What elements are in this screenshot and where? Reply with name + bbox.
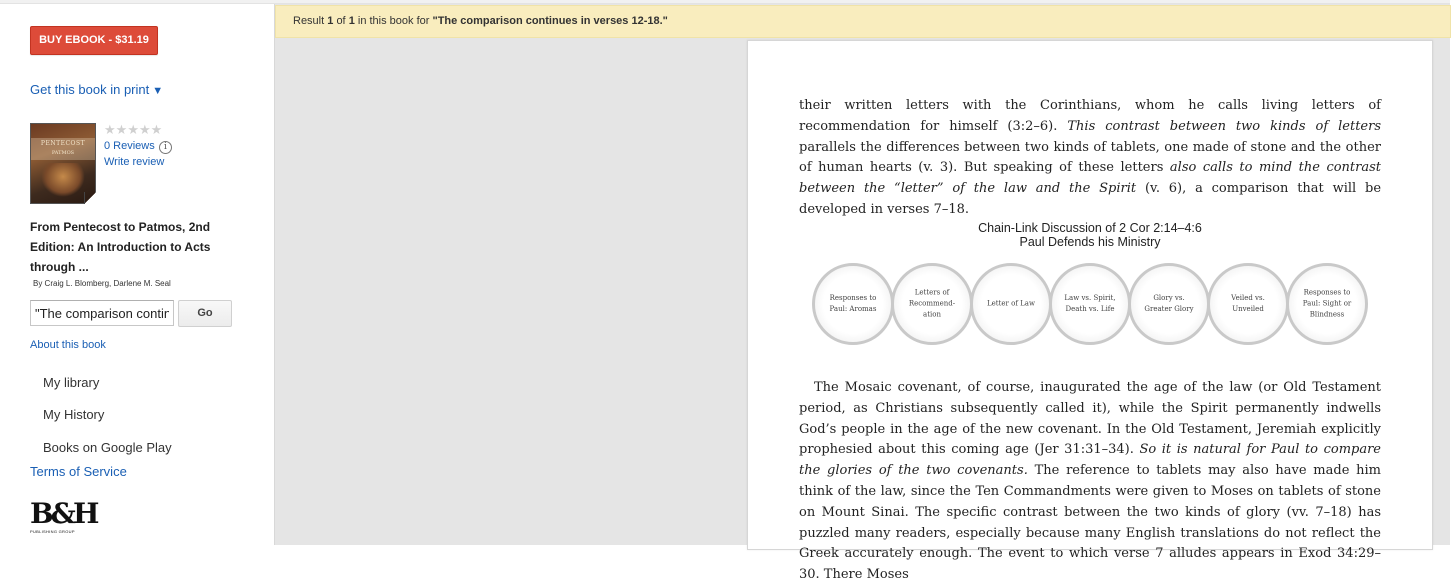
paragraph-2: [799, 378, 1381, 586]
publisher-logo-subtitle: PUBLISHING GROUP: [30, 529, 75, 534]
book-authors: By Craig L. Blomberg, Darlene M. Seal: [33, 279, 171, 288]
my-history-link[interactable]: My History: [43, 407, 105, 422]
result-query: "The comparison continues in verses 12-18.": [432, 15, 668, 27]
para2-italic: So it is natural for Paul to compare the glories of the two covenants.: [799, 442, 1381, 479]
chain-link-label: Responses to Paul: Aromas: [829, 294, 877, 313]
result-total: 1: [348, 15, 355, 27]
diagram-title-line2: Paul Defends his Ministry: [1019, 235, 1161, 249]
info-icon[interactable]: i: [159, 141, 172, 154]
chain-link-diagram: [812, 263, 1368, 347]
cover-artwork: [41, 163, 85, 197]
book-viewer: [274, 4, 1450, 583]
star-icon: ★: [104, 122, 116, 137]
star-icon: ★: [150, 122, 163, 137]
diagram-title-line1: Chain-Link Discussion of 2 Cor 2:14–4:6: [978, 221, 1202, 235]
publisher-logo-mark: B&H: [30, 497, 97, 530]
go-button[interactable]: Go: [178, 300, 232, 327]
sidebar: [0, 4, 274, 545]
star-rating: [104, 122, 162, 138]
books-on-google-play-link[interactable]: Books on Google Play: [43, 440, 172, 455]
star-icon: ★: [115, 122, 128, 137]
diagram-title: [748, 221, 1432, 249]
para1-text: their written letters with the Corinthians, whom he calls living letters of recommendation for himself (3:2–6).: [799, 98, 1381, 134]
terms-of-service-link[interactable]: Terms of Service: [30, 464, 127, 479]
result-middle: in this book for: [357, 15, 430, 27]
para1-text: (v. 6), a comparison that will be developed in verses 7–18.: [799, 181, 1382, 217]
buy-ebook-button[interactable]: BUY EBOOK - $31.19: [30, 26, 158, 55]
para1-text: parallels the differences between two kinds of tablets, one made of stone and the other of human hearts (v. 3). But speaking of these letters: [799, 139, 1381, 176]
chain-link-label: Glory vs. Greater Glory: [1144, 294, 1194, 313]
book-cover-thumbnail[interactable]: [30, 123, 96, 204]
publisher-logo[interactable]: [30, 497, 97, 539]
chain-link-label: Letters of Recommend- ation: [908, 288, 956, 319]
search-result-bar: [275, 5, 1451, 38]
chain-link-label: Veiled vs. Unveiled: [1231, 294, 1265, 313]
page-curl-icon: [84, 192, 96, 204]
chain-link: [1128, 263, 1210, 345]
get-book-in-print-link[interactable]: [30, 82, 163, 97]
para2-text: The reference to tablets may also have made him think of the law, since the Ten Commandments were given to Moses on tablets of stone on Mount Sinai. The specific contrast between the two kinds of glory (vv. 7–18) has puzzled many readers, especially because many English translations do not reflect the Greek accurately enough. The event to which verse 7 alludes appears in Exod 34:29–30. There Moses: [799, 463, 1381, 583]
chain-link: [891, 263, 973, 345]
result-of: of: [336, 15, 346, 27]
chain-link-label: Letter of Law: [987, 299, 1035, 308]
my-library-link[interactable]: My library: [43, 375, 100, 390]
para1-italic: also calls to mind the contrast between the “letter” of the law and the Spirit: [799, 160, 1382, 197]
book-title: From Pentecost to Patmos, 2nd Edition: An Introduction to Acts through ...: [30, 220, 211, 274]
star-icon: ★: [127, 122, 139, 137]
para2-text: The Mosaic covenant, of course, inaugurated the age of the law (or Old Testament period, as Christians subsequently called it), while the Spirit permanently indwells God’s people in the age of the new covenant. In the Old Testament, Jeremiah explicitly prophesied about this coming age (Jer 31:31–34).: [799, 380, 1381, 458]
cover-subtitle: PATMOS: [51, 150, 75, 156]
chain-link-label: Law vs. Spirit, Death vs. Life: [1064, 294, 1116, 313]
para1-italic: This contrast between two kinds of letters: [1067, 118, 1381, 134]
print-link-label: Get this book in print: [30, 82, 150, 97]
paragraph-1: [799, 96, 1381, 221]
result-index: 1: [327, 15, 334, 27]
search-in-book-input[interactable]: [30, 300, 174, 326]
star-icon: ★: [138, 122, 151, 137]
cover-title: PENTECOST: [40, 140, 86, 147]
chain-link: [970, 263, 1052, 345]
book-page: [747, 40, 1433, 583]
chain-link: [1049, 263, 1131, 345]
chain-link: [1207, 263, 1289, 345]
chain-link: [1286, 263, 1368, 345]
about-this-book-link[interactable]: About this book: [30, 339, 106, 351]
write-review-link[interactable]: Write review: [104, 156, 165, 168]
caret-down-icon: ▼: [152, 85, 164, 97]
chain-link-label: Responses to Paul: Sight or Blindness: [1302, 288, 1352, 319]
reviews-link[interactable]: 0 Reviews: [104, 140, 155, 152]
result-prefix: Result: [293, 15, 325, 27]
chain-link: [812, 263, 894, 345]
